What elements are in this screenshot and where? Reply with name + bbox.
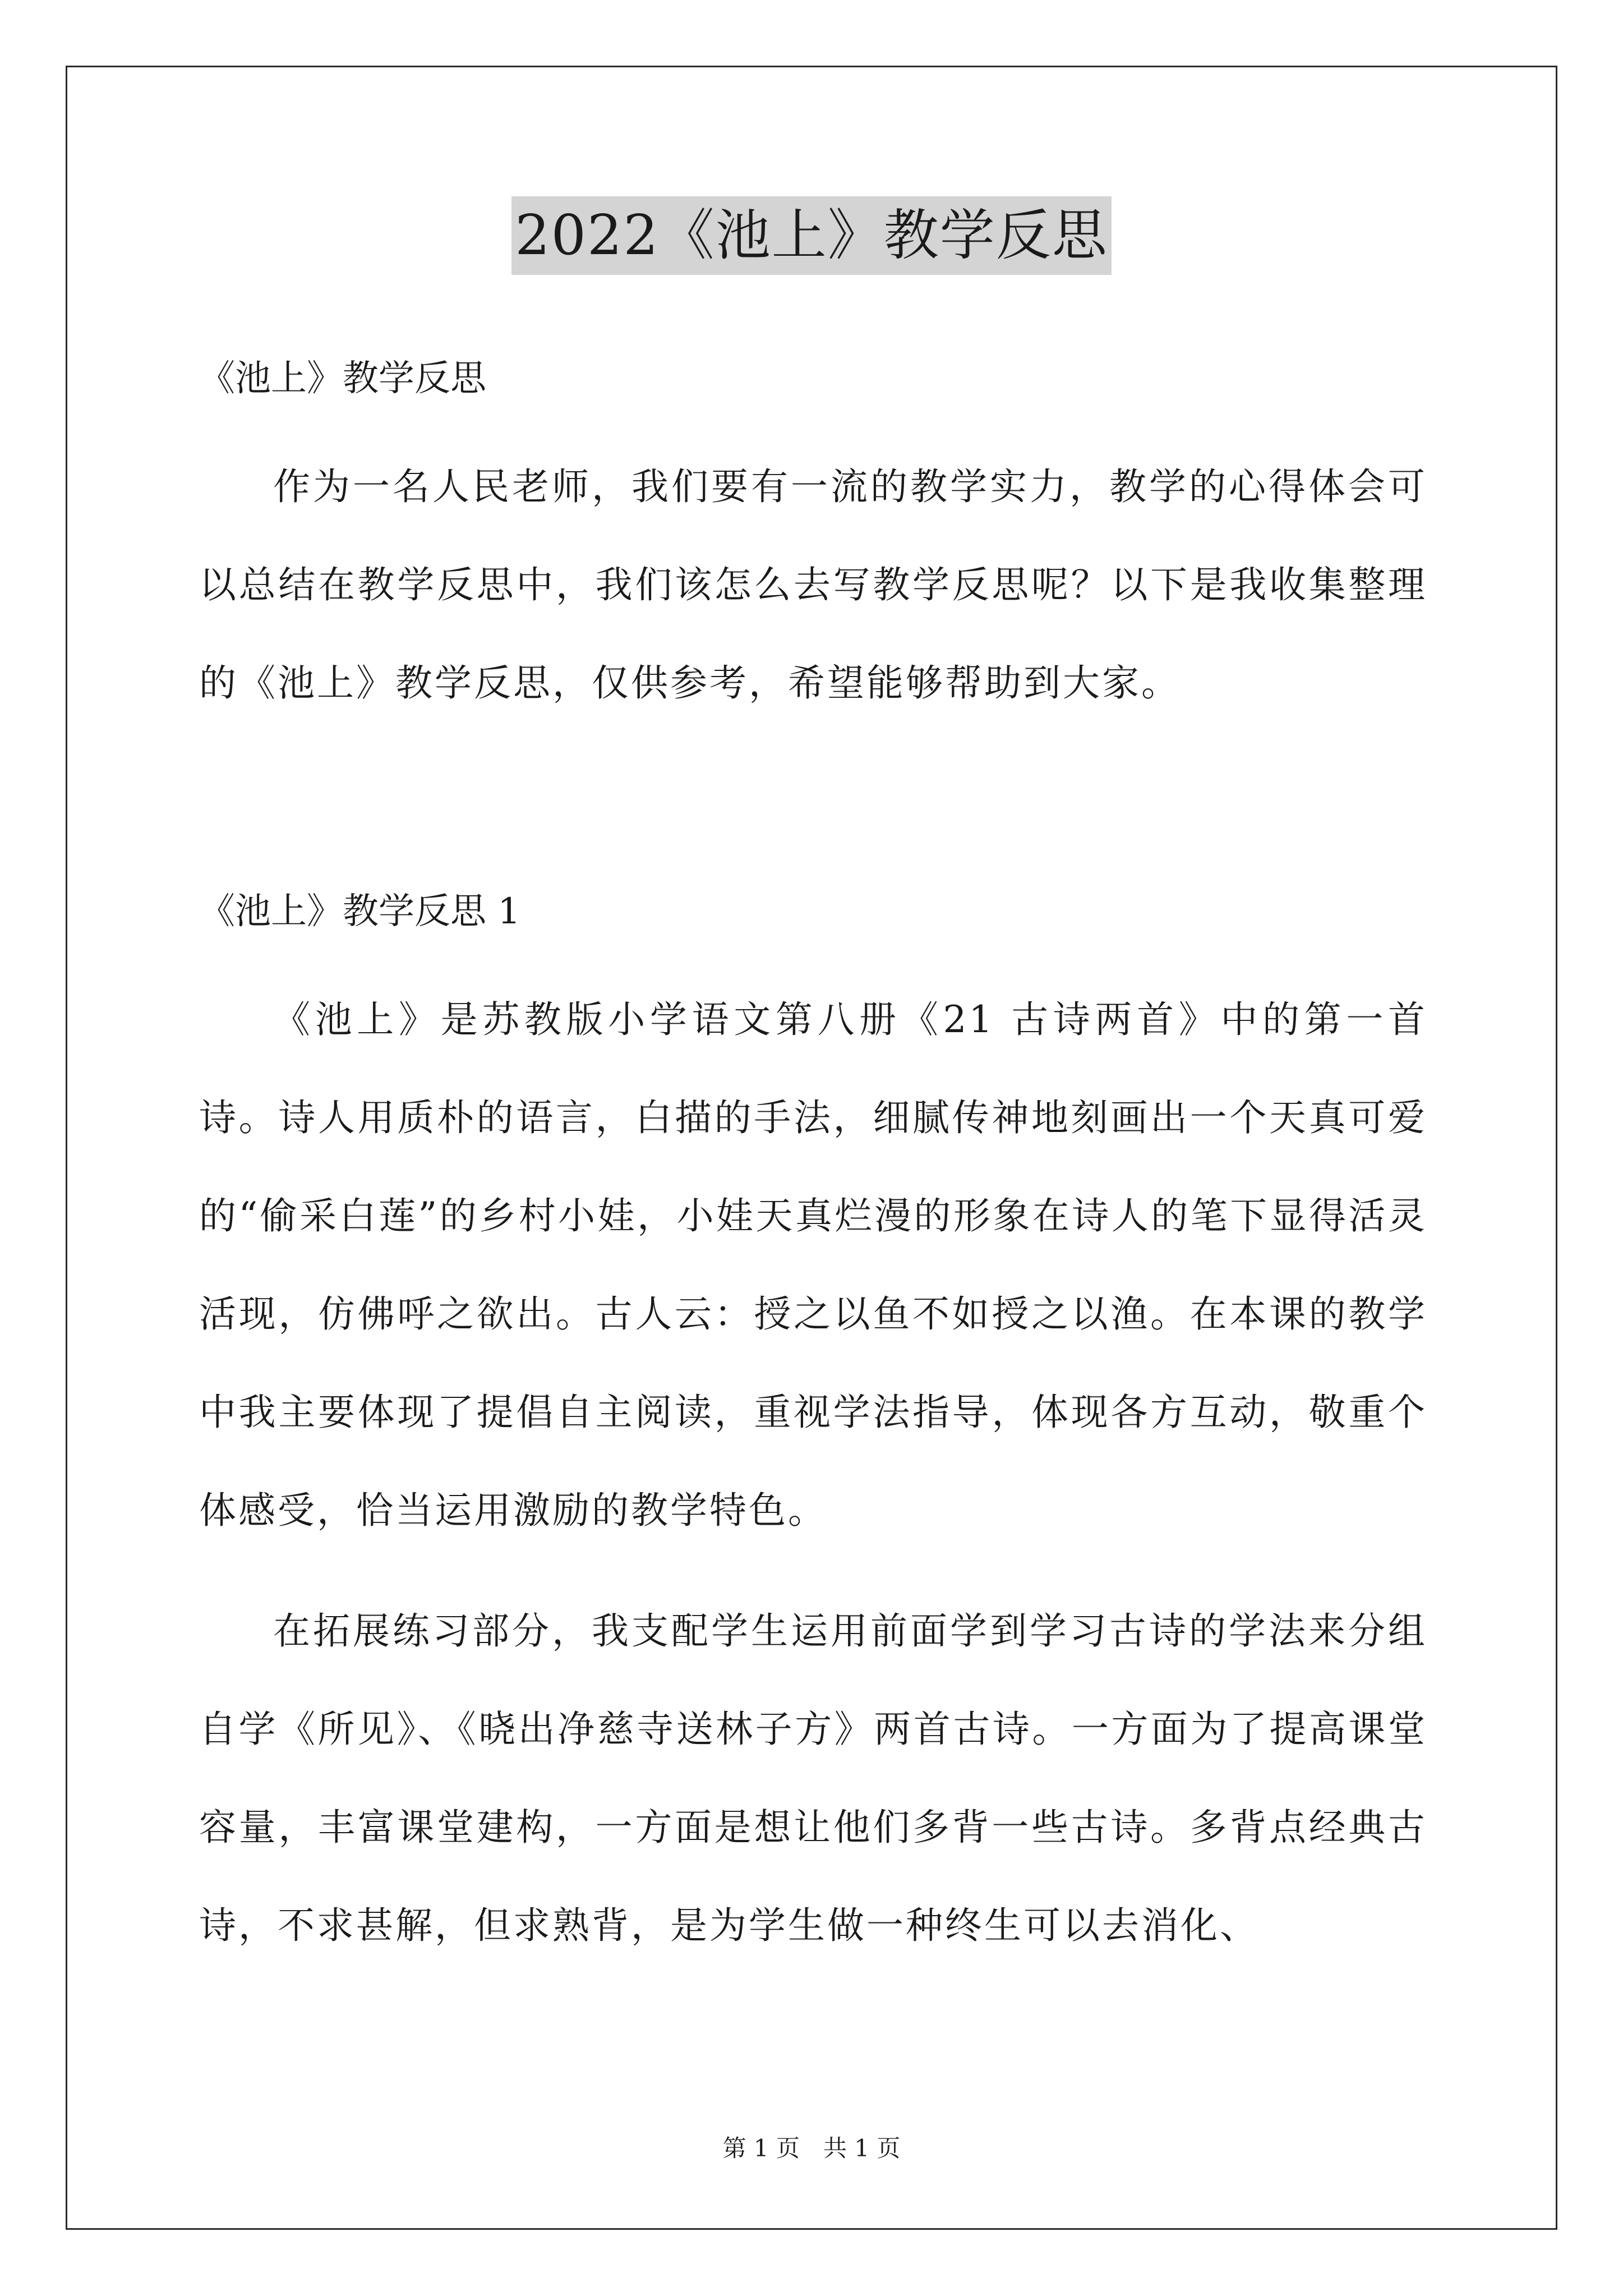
page-footer: 第 1 页 共 1 页 bbox=[722, 2134, 901, 2162]
body-paragraph-1: 《池上》是苏教版小学语文第八册《21 古诗两首》中的第一首诗。诗人用质朴的语言，白描的手法，细腻传神地刻画出一个天真可爱的“偷采白莲”的乡村小娃，小娃天真烂漫的形象在诗人的笔下显得活灵活现，仿佛呼之欲出。古人云：授之以鱼不如授之以渔。在本课的教学中我主要体现了提倡自主阅读，重视学法指导，体现各方互动，敬重个体感受，恰当运用激励的教学特色。 bbox=[199, 998, 1427, 1532]
body-paragraph-2: 在拓展练习部分，我支配学生运用前面学到学习古诗的学法来分组自学《所见》、《晓出净慈寺送林子方》两首古诗。一方面为了提高课堂容量，丰富课堂建构，一方面是想让他们多背一些古诗。多背点经典古诗，不求甚解，但求熟背，是为学生做一种终生可以去消化、 bbox=[199, 1609, 1427, 1947]
document-title bbox=[0, 196, 1623, 275]
intro-paragraph: 作为一名人民老师，我们要有一流的教学实力，教学的心得体会可以总结在教学反思中，我们该怎么去写教学反思呢？以下是我收集整理的《池上》教学反思，仅供参考，希望能够帮助到大家。 bbox=[199, 465, 1427, 705]
document-title-text: 2022《池上》教学反思 bbox=[511, 196, 1111, 275]
section-heading: 《池上》教学反思 1 bbox=[199, 891, 521, 932]
document-subtitle: 《池上》教学反思 bbox=[199, 358, 486, 399]
